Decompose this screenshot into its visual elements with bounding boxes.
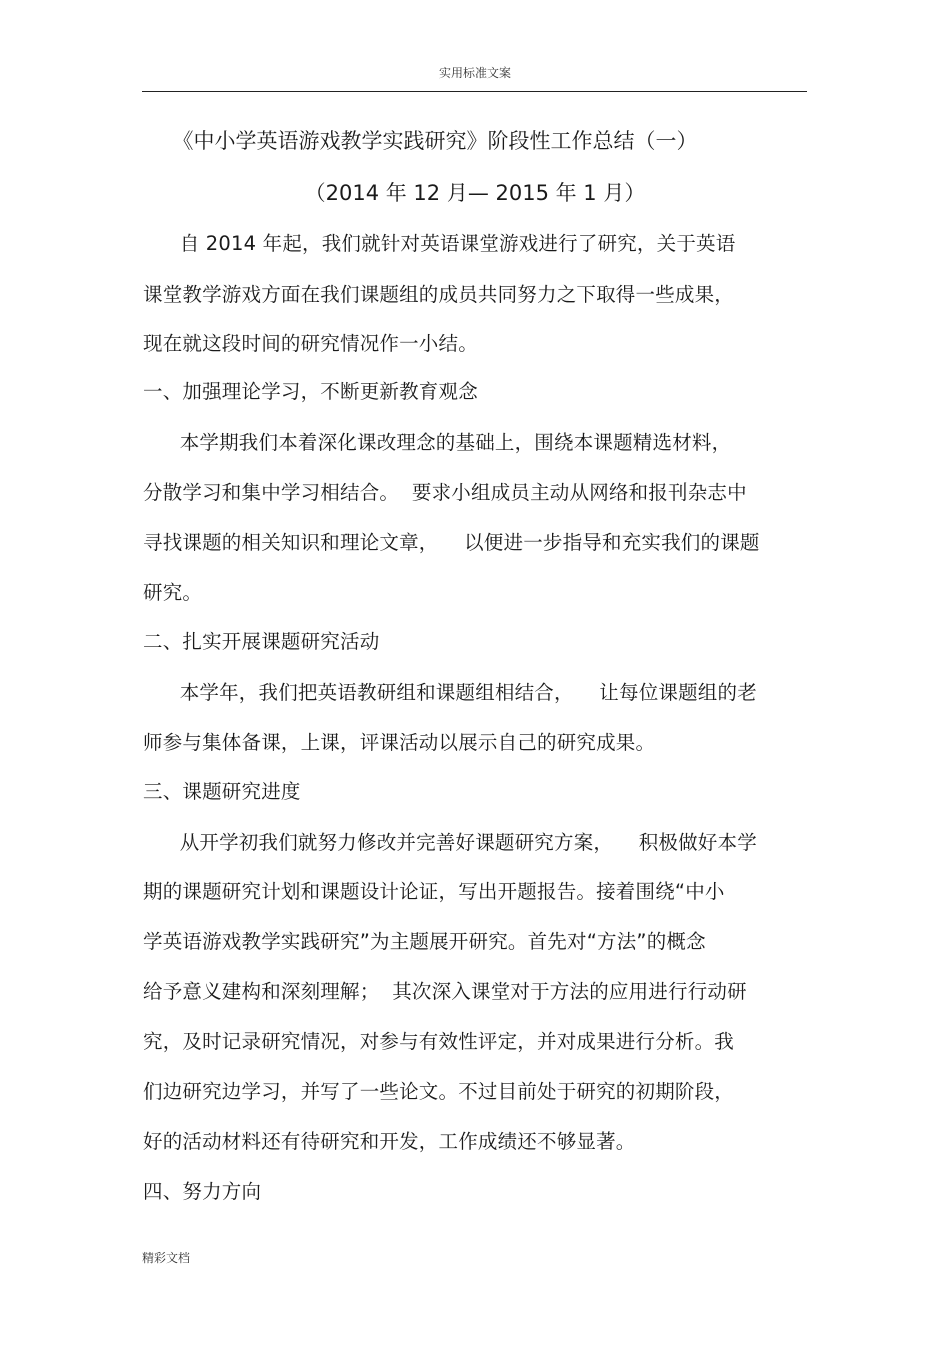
body-line: 师参与集体备课，上课，评课活动以展示自己的研究成果。	[143, 731, 656, 754]
body-line: 现在就这段时间的研究情况作一小结。	[143, 332, 478, 355]
body-line: 给予意义建构和深刻理解； 其次深入课堂对于方法的应用进行行动研	[143, 980, 747, 1003]
body-line: 研究。	[143, 581, 203, 604]
header-divider	[142, 91, 807, 92]
body-line: 本学年，我们把英语教研组和课题组相结合， 让每位课题组的老	[160, 681, 757, 704]
body-line: 们边研究边学习，并写了一些论文。不过目前处于研究的初期阶段，	[143, 1080, 735, 1103]
document-subtitle: （2014 年 12 月— 2015 年 1 月）	[304, 181, 646, 205]
body-line: 学英语游戏教学实践研究”为主题展开研究。首先对“方法”的概念	[143, 930, 706, 953]
section-heading: 二、扎实开展课题研究活动	[143, 630, 380, 653]
page-footer: 精彩文档	[142, 1251, 191, 1265]
body-line: 自 2014 年起，我们就针对英语课堂游戏进行了研究，关于英语	[160, 232, 736, 255]
body-line: 寻找课题的相关知识和理论文章， 以便进一步指导和充实我们的课题	[143, 531, 760, 554]
body-line: 课堂教学游戏方面在我们课题组的成员共同努力之下取得一些成果，	[143, 283, 735, 306]
body-line: 究，及时记录研究情况，对参与有效性评定，并对成果进行分析。我	[143, 1030, 735, 1053]
page-header: 实用标准文案	[438, 66, 511, 80]
document-title: 《中小学英语游戏教学实践研究》阶段性工作总结（一）	[172, 129, 698, 153]
body-line: 好的活动材料还有待研究和开发，工作成绩还不够显著。	[143, 1130, 636, 1153]
section-heading: 四、努力方向	[143, 1180, 262, 1203]
section-heading: 三、课题研究进度	[143, 780, 301, 803]
section-heading: 一、加强理论学习，不断更新教育观念	[143, 380, 478, 403]
body-line: 期的课题研究计划和课题设计论证，写出开题报告。接着围绕“中小	[143, 880, 725, 903]
body-line: 分散学习和集中学习相结合。 要求小组成员主动从网络和报刊杂志中	[143, 481, 747, 504]
body-line: 从开学初我们就努力修改并完善好课题研究方案， 积极做好本学	[160, 831, 757, 854]
body-line: 本学期我们本着深化课改理念的基础上，围绕本课题精选材料，	[160, 431, 732, 454]
